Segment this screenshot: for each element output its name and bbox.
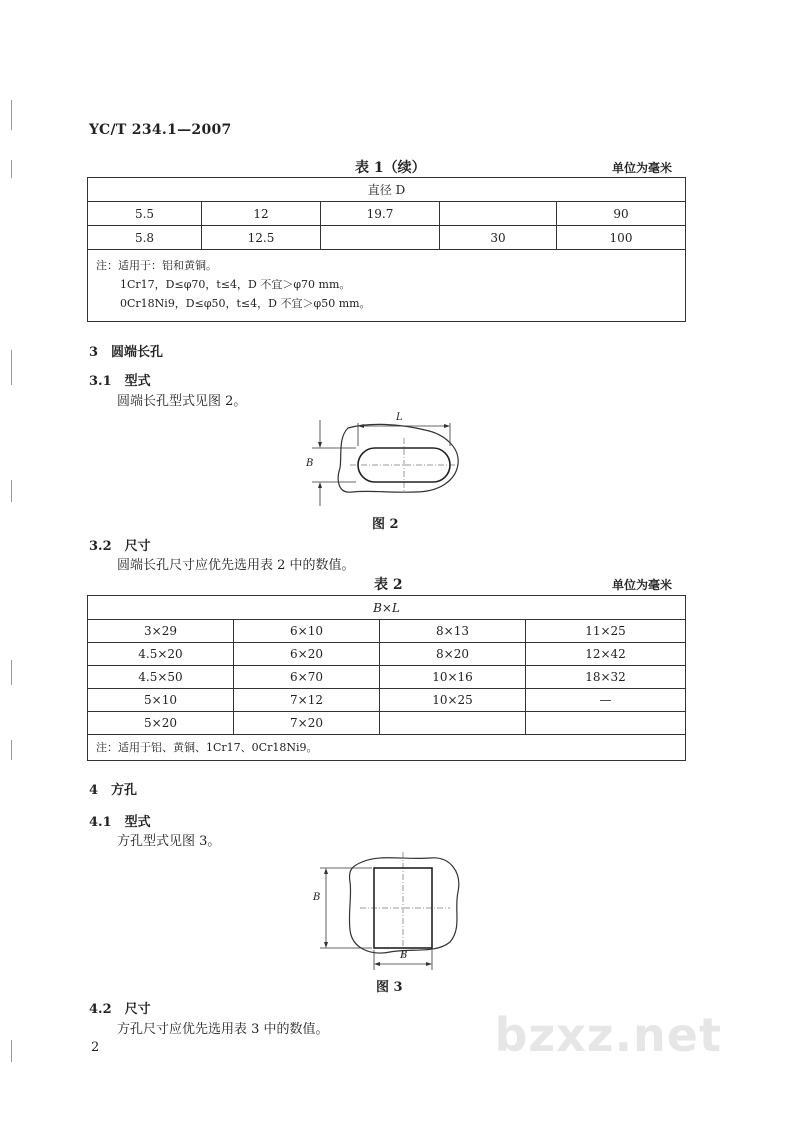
table-cell: 5.8 (88, 226, 202, 250)
table-cell: 8×13 (380, 620, 526, 643)
table-row (88, 643, 686, 666)
table-cell (321, 226, 440, 250)
table-cell: 100 (557, 226, 686, 250)
table2-unit: 单位为毫米 (612, 578, 673, 592)
figure3-caption: 图 3 (376, 980, 403, 995)
section4-1-text: 方孔型式见图 3。 (117, 834, 221, 849)
table-cell: 19.7 (321, 202, 440, 226)
table2-note: 注：适用于铝、黄铜、1Cr17、0Cr18Ni9。 (88, 735, 686, 761)
scan-margin-mark (11, 160, 12, 178)
scan-margin-mark (11, 1040, 12, 1062)
table-cell: 4.5×20 (88, 643, 234, 666)
table1 (87, 177, 686, 322)
table1-unit: 单位为毫米 (612, 161, 673, 175)
table-cell: 90 (557, 202, 686, 226)
section4-2-heading: 4.2 尺寸 (89, 1002, 151, 1017)
table1-title: 表 1（续） (355, 160, 426, 176)
section3-1-text: 圆端长孔型式见图 2。 (117, 394, 247, 409)
table-row (88, 712, 686, 735)
scan-margin-mark (11, 350, 12, 385)
table-cell: 6×20 (234, 643, 380, 666)
figure3-label-b-horizontal: B (400, 950, 408, 961)
section3-heading: 3 圆端长孔 (89, 345, 164, 360)
table-cell: 7×20 (234, 712, 380, 735)
table-cell: 5.5 (88, 202, 202, 226)
table-cell: 10×25 (380, 689, 526, 712)
table2-title: 表 2 (374, 577, 403, 593)
table-cell: 6×10 (234, 620, 380, 643)
table1-note: 注：适用于：铝和黄铜。 (96, 259, 217, 272)
table-row (88, 226, 686, 250)
table-row (88, 620, 686, 643)
scan-margin-mark (11, 480, 12, 502)
scan-margin-mark (11, 100, 12, 130)
section4-1-heading: 4.1 型式 (89, 815, 151, 830)
figure3-drawing (300, 848, 480, 973)
table-cell: 6×70 (234, 666, 380, 689)
table-cell: 5×10 (88, 689, 234, 712)
section4-heading: 4 方孔 (89, 783, 138, 798)
table-row (88, 202, 686, 226)
standard-number: YC/T 234.1—2007 (89, 122, 232, 138)
scan-margin-mark (11, 660, 12, 685)
section3-2-text: 圆端长孔尺寸应优先选用表 2 中的数值。 (117, 558, 355, 573)
table2-header: B×L (88, 596, 686, 620)
table-cell: 11×25 (526, 620, 686, 643)
section3-2-heading: 3.2 尺寸 (89, 539, 151, 554)
watermark: bzxz.net (494, 1008, 722, 1062)
figure2-label-l: L (396, 412, 403, 423)
table-row (88, 689, 686, 712)
table-cell: 4.5×50 (88, 666, 234, 689)
figure3-label-b-vertical: B (313, 892, 321, 903)
table-cell: 8×20 (380, 643, 526, 666)
section4-2-text: 方孔尺寸应优先选用表 3 中的数值。 (117, 1022, 329, 1037)
table1-notes (88, 250, 686, 322)
table-cell: 18×32 (526, 666, 686, 689)
table2 (87, 595, 686, 761)
figure2-drawing (300, 408, 480, 508)
page-number: 2 (91, 1040, 100, 1055)
table-cell: — (526, 689, 686, 712)
table-row (88, 666, 686, 689)
table-cell (380, 712, 526, 735)
section3-1-heading: 3.1 型式 (89, 374, 151, 389)
table-cell: 10×16 (380, 666, 526, 689)
figure2-caption: 图 2 (372, 517, 399, 532)
table1-header: 直径 D (88, 178, 686, 202)
table-cell: 7×12 (234, 689, 380, 712)
table-cell: 30 (440, 226, 557, 250)
table-cell (440, 202, 557, 226)
table-cell: 5×20 (88, 712, 234, 735)
table-cell: 3×29 (88, 620, 234, 643)
figure2-label-b: B (306, 458, 314, 469)
table1-note: 0Cr18Ni9，D≤φ50，t≤4，D 不宜＞φ50 mm。 (120, 297, 371, 310)
table-cell: 12 (202, 202, 321, 226)
table-cell: 12.5 (202, 226, 321, 250)
scan-margin-mark (11, 740, 12, 760)
table-cell (526, 712, 686, 735)
table1-note: 1Cr17，D≤φ70，t≤4，D 不宜＞φ70 mm。 (120, 278, 351, 291)
table-cell: 12×42 (526, 643, 686, 666)
